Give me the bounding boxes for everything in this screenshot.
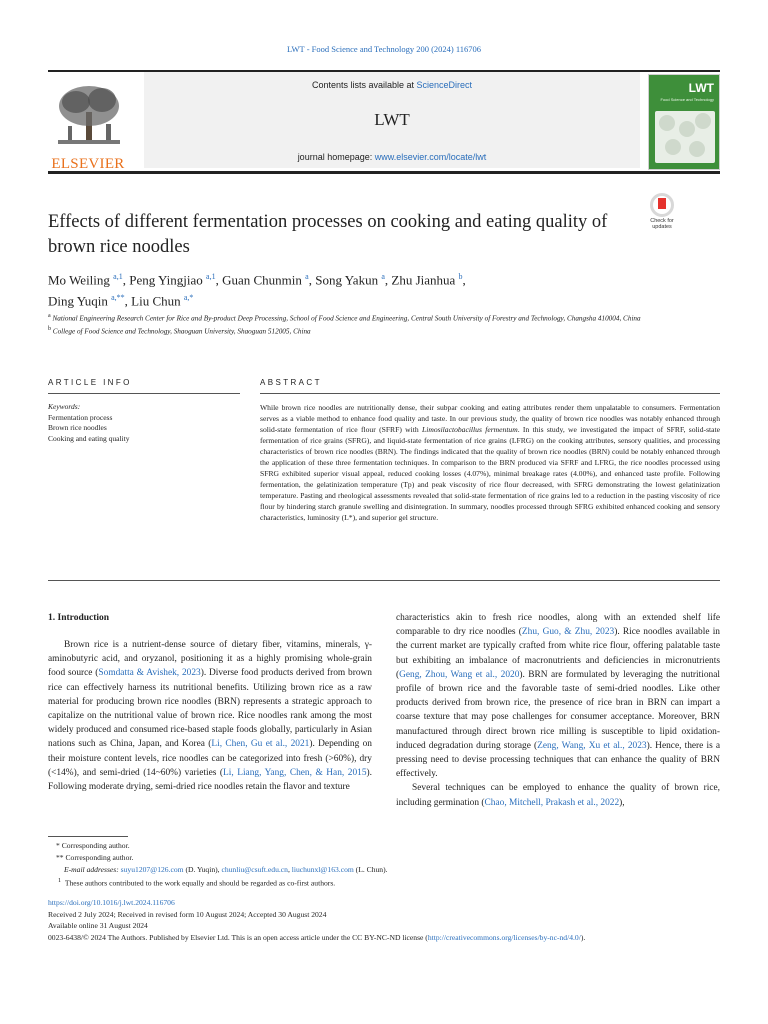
check-for-updates-label: Check for updates bbox=[650, 218, 674, 230]
authors-line-1: Mo Weiling $^{a,1}$, Peng Yingjiao $^{a,1}$, Guan Chunmin $^a$, Song Yakun $^a$, Zhu Jianhua $^b$, bbox=[48, 272, 466, 288]
journal-cover-thumbnail[interactable] bbox=[648, 74, 720, 170]
abstract-divider bbox=[260, 393, 720, 394]
license-text: ). bbox=[580, 932, 586, 942]
equal-contribution-text: These authors contributed to the work equally and should be regarded as co-first authors. bbox=[64, 878, 336, 888]
citation-link[interactable]: Li, Liang, Yang, Chen, & Han, 2015 bbox=[223, 767, 367, 778]
body-text: ). Following moderate drying, semi-dried rice noodles retain the flavor and texture bbox=[48, 767, 372, 793]
email-link[interactable]: suyu1207@126.com bbox=[120, 864, 184, 874]
author-name[interactable]: Guan Chunmin bbox=[222, 272, 302, 288]
author-affiliation-mark[interactable]: a,* bbox=[183, 293, 194, 303]
license-text: 0023-6438/© 2024 The Authors. Published by Elsevier Ltd. This is an open access article under the CC BY-NC-ND license ( bbox=[48, 932, 428, 942]
abstract-part: . In this study, we investigated the impact of SFRF, solid-state fermentation of rice grains (SFRG), and liquid-state fermentation of rice grains (LFRG) on the cooking attributes, sensory qualities, and processing characteristics of brown rice noodles (BRN). The findings indicated that the quality of brown rice noodles (BRN) could be notably enhanced through the application of these three fermentation techniques. In comparison to the BRN produced via SFRF and LFRG, the rice noodles processed using SFRG exhibited superior visual appeal, reduced cooking losses (4.07%), minimal breakage rates (4.00%), and enhanced taste profile. Following fermentation, the gelatinization temperature (Tp) and peak viscosity of rice flour decreased, with SFRG demonstrating the lowest gelatinization temperature. Pasting and rheological assessments revealed that solid-state fermentation of rice grains led to a reduction in the pasting viscosity of rice flour by hindering starch granule swelling and disintegration. In summary, noodles processed through SFRG exhibited enhanced cooking and sensory characteristics, luminosity (L*), and superior gel structure. bbox=[260, 424, 721, 522]
intro-paragraph-2 bbox=[396, 781, 720, 809]
email-owner: (D. Yuqin), bbox=[183, 864, 222, 874]
journal-homepage-link[interactable]: www.elsevier.com/locate/lwt bbox=[374, 152, 487, 162]
body-column-right bbox=[396, 611, 720, 810]
cover-image bbox=[655, 111, 715, 163]
cover-subtitle: Food Science and Technology bbox=[660, 97, 714, 102]
journal-info-box bbox=[144, 72, 640, 168]
journal-masthead bbox=[48, 70, 720, 174]
check-for-updates-button[interactable] bbox=[646, 193, 678, 233]
author-affiliation-mark[interactable]: a,** bbox=[111, 293, 125, 303]
author-name[interactable]: Song Yakun bbox=[315, 272, 379, 288]
contents-line bbox=[144, 80, 640, 90]
citation-link[interactable]: Zhu, Guo, & Zhu, 2023 bbox=[521, 627, 615, 638]
available-online-date: Available online 31 August 2024 bbox=[48, 921, 148, 931]
received-dates: Received 2 July 2024; Received in revised form 10 August 2024; Accepted 30 August 2024 bbox=[48, 909, 327, 919]
intro-paragraph-1-cont bbox=[396, 611, 720, 781]
author-name[interactable]: Ding Yuqin bbox=[48, 293, 108, 309]
email-link[interactable]: liuchunxl@163.com bbox=[291, 864, 354, 874]
intro-paragraph-1 bbox=[48, 638, 372, 794]
author-affiliation-mark[interactable]: a,1 bbox=[206, 272, 216, 281]
elsevier-wordmark: ELSEVIER bbox=[51, 156, 125, 172]
email-label: E-mail addresses: bbox=[64, 864, 119, 874]
homepage-line bbox=[144, 152, 640, 162]
journal-name: LWT bbox=[374, 110, 410, 129]
article-title: Effects of different fermentation processes on cooking and eating quality of brown rice noodles bbox=[48, 212, 608, 257]
publication-info bbox=[48, 897, 720, 943]
email-link[interactable]: chunliu@csuft.edu.cn bbox=[221, 864, 288, 874]
keyword-item: Cooking and eating quality bbox=[48, 433, 130, 443]
doi-link[interactable]: https://doi.org/10.1016/j.lwt.2024.116706 bbox=[48, 898, 175, 907]
body-text: Brown rice is a nutrient-dense source of dietary fiber, vitamins, minerals, γ-aminobutyric acid, and oryzanol, positioning it as a highly promising whole-grain food source ( bbox=[48, 640, 372, 679]
authors-line-2: Ding Yuqin $^{a,**}$, Liu Chun $^{a,*}$ bbox=[48, 293, 194, 309]
author-affiliation-mark[interactable]: a bbox=[381, 272, 385, 281]
keywords-block bbox=[48, 402, 240, 444]
body-text: characteristics akin to fresh rice noodles, along with an extended shelf life comparable to dry rice noodles ( bbox=[396, 613, 720, 638]
author-name[interactable]: Zhu Jianhua bbox=[391, 272, 456, 288]
citation-link[interactable]: Geng, Zhou, Wang et al., 2020 bbox=[399, 669, 520, 680]
affiliations bbox=[48, 311, 648, 337]
license-link[interactable]: http://creativecommons.org/licenses/by-nc-nd/4.0/ bbox=[427, 932, 581, 942]
abstract-part: While brown rice noodles are nutritionally dense, their subpar cooking and eating attributes render them unpalatable to consumers. Fermentation serves as a viable method to enhance food quality and taste. In our previous study, the quality of brown rice noodles was notably enhanced through solid-state fermentation of rice flour (SFRF) with bbox=[260, 403, 720, 434]
footnote-divider bbox=[48, 836, 128, 837]
affiliation-item: $^b$ College of Food Science and Technology, Shaoguan University, Shaoguan 512005, China bbox=[48, 325, 311, 336]
author-affiliation-mark[interactable]: a bbox=[305, 272, 309, 281]
body-text: ), bbox=[619, 797, 625, 808]
abstract-heading: ABSTRACT bbox=[260, 378, 322, 387]
footnote-mark: 1 bbox=[58, 877, 62, 885]
footnotes bbox=[48, 840, 720, 890]
body-text: Several techniques can be employed to enhance the quality of brown rice, including germination ( bbox=[396, 783, 720, 808]
sciencedirect-link[interactable]: ScienceDirect bbox=[416, 80, 473, 90]
abstract-bottom-divider bbox=[48, 580, 720, 581]
body-text: ). Rice noodles available in the current market are typically crafted from white rice flour, offering palatable taste but exhibiting an imbalance of macronutrients and deficiencies in micronutrients ( bbox=[396, 627, 720, 680]
equal-contribution-note bbox=[48, 875, 720, 889]
article-info-heading: ARTICLE INFO bbox=[48, 378, 132, 387]
author-name[interactable]: Peng Yingjiao bbox=[129, 272, 203, 288]
homepage-prefix: journal homepage: bbox=[297, 152, 375, 162]
citation-link[interactable]: Zeng, Wang, Xu et al., 2023 bbox=[537, 740, 647, 751]
license-statement bbox=[48, 932, 720, 944]
cover-title: LWT bbox=[688, 81, 714, 95]
elsevier-logo[interactable] bbox=[48, 80, 128, 170]
email-separator: , bbox=[287, 864, 292, 874]
keyword-item: Fermentation process bbox=[48, 412, 113, 422]
section-title-introduction: 1. Introduction bbox=[48, 613, 110, 623]
author-list bbox=[48, 268, 668, 311]
author-name[interactable]: Liu Chun bbox=[131, 293, 181, 309]
abstract-text bbox=[260, 403, 720, 523]
citation-link[interactable]: Li, Chen, Gu et al., 2021 bbox=[211, 739, 310, 750]
email-addresses bbox=[48, 864, 720, 876]
keyword-item: Brown rice noodles bbox=[48, 423, 107, 432]
body-text: ). Diverse food products derived from brown rice can effectively harness its nutritional benefits. Utilizing brown rice as a raw material for producing brown rice noodles (BRN) represents a strategic approach to capitalize on the nutritional value of brown rice. Rice noodles rank among the most widely produced and consumed rice-based staple foods globally, particularly in Asian nations such as China, Japan, and Korea ( bbox=[48, 668, 372, 750]
corresponding-author-note: ** Corresponding author. bbox=[56, 852, 134, 862]
citation-link[interactable]: Chao, Mitchell, Prakash et al., 2022 bbox=[484, 797, 620, 808]
article-info-divider bbox=[48, 393, 240, 394]
contents-prefix: Contents lists available at bbox=[311, 80, 417, 90]
running-head[interactable]: LWT - Food Science and Technology 200 (2024) 116706 bbox=[286, 44, 482, 54]
author-affiliation-mark[interactable]: a,1 bbox=[113, 272, 123, 281]
body-text: ). BRN are formulated by leveraging the nutritional profile of brown rice and the favorable taste of semi-dried noodles. Like other products derived from brown rice, the presence of rice bran in BRN can impart a coarse texture that may pose challenges for consumer acceptance. Moreover, BRN manufactured through direct brown rice milling is susceptible to lipid oxidation-induced degradation during storage ( bbox=[396, 669, 721, 751]
body-column-left bbox=[48, 638, 372, 794]
corresponding-author-note: * Corresponding author. bbox=[56, 841, 130, 850]
keywords-label: Keywords: bbox=[48, 402, 81, 411]
author-affiliation-mark[interactable]: b bbox=[458, 272, 463, 281]
elsevier-tree-icon bbox=[54, 82, 124, 150]
author-name[interactable]: Mo Weiling bbox=[48, 272, 110, 288]
citation-link[interactable]: Somdatta & Avishek, 2023 bbox=[98, 668, 201, 679]
affiliation-item: $^a$ National Engineering Research Center for Rice and By-product Deep Processing, School of Food Science and Engineering, Central South University of Forestry and Technology, Changsha 410004, China bbox=[48, 313, 641, 323]
abstract-species-name: Limosilactobacillus fermentum bbox=[422, 424, 518, 434]
body-text: ). Hence, there is a pressing need to devise processing techniques that can enhance the quality of BRN effectively. bbox=[396, 740, 720, 780]
bookmark-icon bbox=[658, 198, 666, 209]
body-text: ). Depending on their moisture content levels, rice noodles can be categorized into fresh (>60%), dry (<14%), and semi-dried (14~60%) varieties ( bbox=[48, 739, 372, 778]
email-owner: (L. Chun). bbox=[353, 864, 388, 874]
